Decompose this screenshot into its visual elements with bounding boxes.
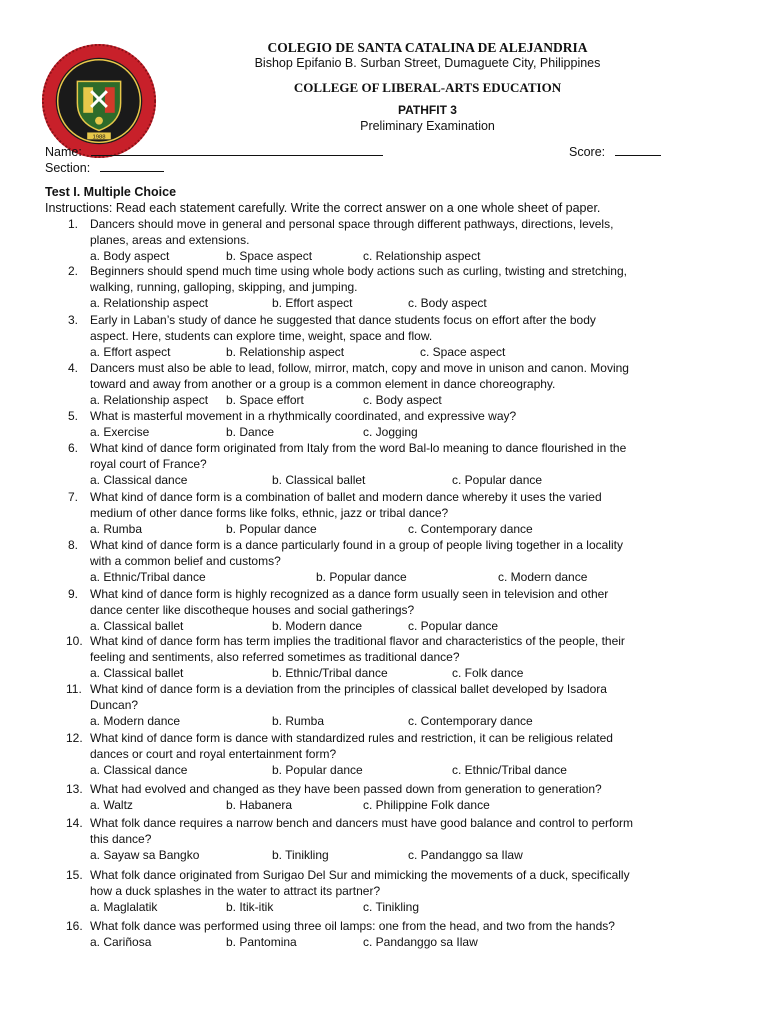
- answer-option-c: c. Philippine Folk dance: [363, 798, 490, 812]
- question-text: toward and away from another or a group is a common element in dance choreography.: [90, 377, 556, 391]
- answer-option-b: b. Ethnic/Tribal dance: [272, 666, 388, 680]
- question-number: 4.: [68, 361, 79, 375]
- answer-option-a: a. Relationship aspect: [90, 393, 209, 407]
- answer-option-b: b. Popular dance: [226, 522, 317, 536]
- name-field: [45, 144, 383, 160]
- question-text: What kind of dance form is a deviation from the principles of classical ballet developed by Isadora: [90, 682, 607, 696]
- test-instructions: Instructions: Read each statement carefully. Write the correct answer on a one whole sheet of paper.: [45, 201, 601, 215]
- school-name: COLEGIO DE SANTA CATALINA DE ALEJANDRIA: [267, 40, 588, 55]
- answer-option-b: b. Popular dance: [316, 570, 407, 584]
- answer-option-c: c. Popular dance: [408, 619, 499, 633]
- answer-option-c: c. Folk dance: [452, 666, 524, 680]
- answer-option-b: b. Effort aspect: [272, 296, 353, 310]
- question-number: 2.: [68, 264, 79, 278]
- question-text: What folk dance was performed using three oil lamps: one from the head, and two from the hands?: [90, 919, 615, 933]
- question-text: feeling and sentiments, also referred sometimes as traditional dance?: [90, 650, 460, 664]
- score-blank-line: [615, 144, 661, 156]
- question-text: walking, running, galloping, skipping, and jumping.: [90, 280, 358, 294]
- question-number: 1.: [68, 217, 79, 231]
- answer-option-c: c. Ethnic/Tribal dance: [452, 763, 567, 777]
- question-number: 14.: [66, 816, 83, 830]
- question-number: 5.: [68, 409, 79, 423]
- test-title: Test I. Multiple Choice: [45, 185, 177, 199]
- answer-option-a: a. Relationship aspect: [90, 296, 209, 310]
- exam-title: Preliminary Examination: [360, 119, 495, 133]
- question-text: What kind of dance form has term implies the traditional flavor and characteristics of the people, their: [90, 634, 625, 648]
- answer-option-b: b. Itik-itik: [226, 900, 274, 914]
- school-address: Bishop Epifanio B. Surban Street, Dumaguete City, Philippines: [254, 56, 601, 70]
- question-number: 11.: [66, 682, 82, 696]
- answer-option-c: c. Space aspect: [420, 345, 506, 359]
- svg-text:1988: 1988: [92, 134, 106, 141]
- question-text: medium of other dance forms like folks, ethnic, jazz or tribal dance?: [90, 506, 449, 520]
- answer-option-a: a. Classical ballet: [90, 666, 184, 680]
- question-text: Dancers must also be able to lead, follow, mirror, match, copy and move in unison and canon. Moving: [90, 361, 629, 375]
- answer-option-c: c. Relationship aspect: [363, 249, 481, 263]
- answer-option-c: c. Contemporary dance: [408, 522, 533, 536]
- question-number: 13.: [66, 782, 83, 796]
- question-text: Duncan?: [90, 698, 139, 712]
- course-title: PATHFIT 3: [398, 103, 457, 117]
- question-text: dances or court and royal entertainment form?: [90, 747, 337, 761]
- answer-option-a: a. Modern dance: [90, 714, 181, 728]
- answer-option-a: a. Classical ballet: [90, 619, 184, 633]
- question-number: 3.: [68, 313, 79, 327]
- question-number: 12.: [66, 731, 83, 745]
- answer-option-a: a. Body aspect: [90, 249, 170, 263]
- question-number: 9.: [68, 587, 79, 601]
- question-text: What kind of dance form is a combination of ballet and modern dance whereby it uses the varied: [90, 490, 602, 504]
- college-name: COLLEGE OF LIBERAL-ARTS EDUCATION: [293, 80, 562, 95]
- answer-option-b: b. Dance: [226, 425, 275, 439]
- answer-option-b: b. Space aspect: [226, 249, 313, 263]
- section-field: [45, 160, 164, 176]
- question-text: What had evolved and changed as they have been passed down from generation to generation?: [90, 782, 602, 796]
- answer-option-c: c. Jogging: [363, 425, 418, 439]
- answer-option-c: c. Body aspect: [408, 296, 487, 310]
- question-text: What kind of dance form is dance with standardized rules and restriction, it can be religious related: [90, 731, 613, 745]
- question-text: What folk dance originated from Surigao Del Sur and mimicking the movements of a duck, specifically: [90, 868, 630, 882]
- question-text: Beginners should spend much time using whole body actions such as curling, twisting and stretching,: [90, 264, 627, 278]
- answer-option-b: b. Popular dance: [272, 763, 363, 777]
- question-number: 7.: [68, 490, 79, 504]
- question-text: how a duck splashes in the water to attract its partner?: [90, 884, 381, 898]
- section-blank-line: [100, 160, 164, 172]
- answer-option-a: a. Maglalatik: [90, 900, 158, 914]
- answer-option-c: c. Modern dance: [498, 570, 588, 584]
- section-label: Section:: [45, 161, 91, 175]
- answer-option-c: c. Pandanggo sa Ilaw: [408, 848, 523, 862]
- answer-option-b: b. Relationship aspect: [226, 345, 345, 359]
- answer-option-b: b. Pantomina: [226, 935, 297, 949]
- answer-option-a: a. Classical dance: [90, 763, 188, 777]
- answer-option-b: b. Classical ballet: [272, 473, 366, 487]
- answer-option-a: a. Exercise: [90, 425, 150, 439]
- question-text: What kind of dance form originated from Italy from the word Bal-lo meaning to dance flourished in the: [90, 441, 627, 455]
- answer-option-a: a. Classical dance: [90, 473, 188, 487]
- question-number: 10.: [66, 634, 83, 648]
- question-text: Dancers should move in general and personal space through different pathways, directions, levels,: [90, 217, 614, 231]
- answer-option-b: b. Rumba: [272, 714, 325, 728]
- question-text: aspect. Here, students can explore time, weight, space and flow.: [90, 329, 433, 343]
- answer-option-c: c. Popular dance: [452, 473, 543, 487]
- answer-option-a: a. Waltz: [90, 798, 133, 812]
- answer-option-b: b. Space effort: [226, 393, 304, 407]
- score-field: [569, 144, 661, 160]
- question-text: planes, areas and extensions.: [90, 233, 250, 247]
- score-label: Score:: [569, 145, 606, 159]
- answer-option-a: a. Sayaw sa Bangko: [90, 848, 200, 862]
- question-text: this dance?: [90, 832, 152, 846]
- question-text: dance center like discotheque houses and social gatherings?: [90, 603, 415, 617]
- question-number: 16.: [66, 919, 83, 933]
- question-number: 6.: [68, 441, 79, 455]
- question-text: What is masterful movement in a rhythmically coordinated, and expressive way?: [90, 409, 517, 423]
- question-number: 15.: [66, 868, 83, 882]
- question-text: What kind of dance form is a dance particularly found in a group of people living together in a locality: [90, 538, 623, 552]
- answer-option-c: c. Body aspect: [363, 393, 442, 407]
- answer-option-a: a. Rumba: [90, 522, 143, 536]
- name-label: Name:: [45, 145, 82, 159]
- answer-option-b: b. Tinikling: [272, 848, 329, 862]
- answer-option-b: b. Habanera: [226, 798, 293, 812]
- answer-option-a: a. Ethnic/Tribal dance: [90, 570, 206, 584]
- question-text: What kind of dance form is highly recognized as a dance form usually seen in television and other: [90, 587, 609, 601]
- school-seal-logo: [40, 42, 158, 160]
- answer-option-c: c. Contemporary dance: [408, 714, 533, 728]
- question-number: 8.: [68, 538, 79, 552]
- name-blank-line: [91, 144, 383, 156]
- question-text: royal court of France?: [90, 457, 207, 471]
- question-text: with a common belief and customs?: [90, 554, 281, 568]
- answer-option-a: a. Effort aspect: [90, 345, 171, 359]
- question-text: What folk dance requires a narrow bench and dancers must have good balance and control to perform: [90, 816, 633, 830]
- answer-option-c: c. Tinikling: [363, 900, 420, 914]
- answer-option-c: c. Pandanggo sa Ilaw: [363, 935, 478, 949]
- answer-option-a: a. Cariñosa: [90, 935, 152, 949]
- question-text: Early in Laban’s study of dance he suggested that dance students focus on effort after the body: [90, 313, 596, 327]
- answer-option-b: b. Modern dance: [272, 619, 363, 633]
